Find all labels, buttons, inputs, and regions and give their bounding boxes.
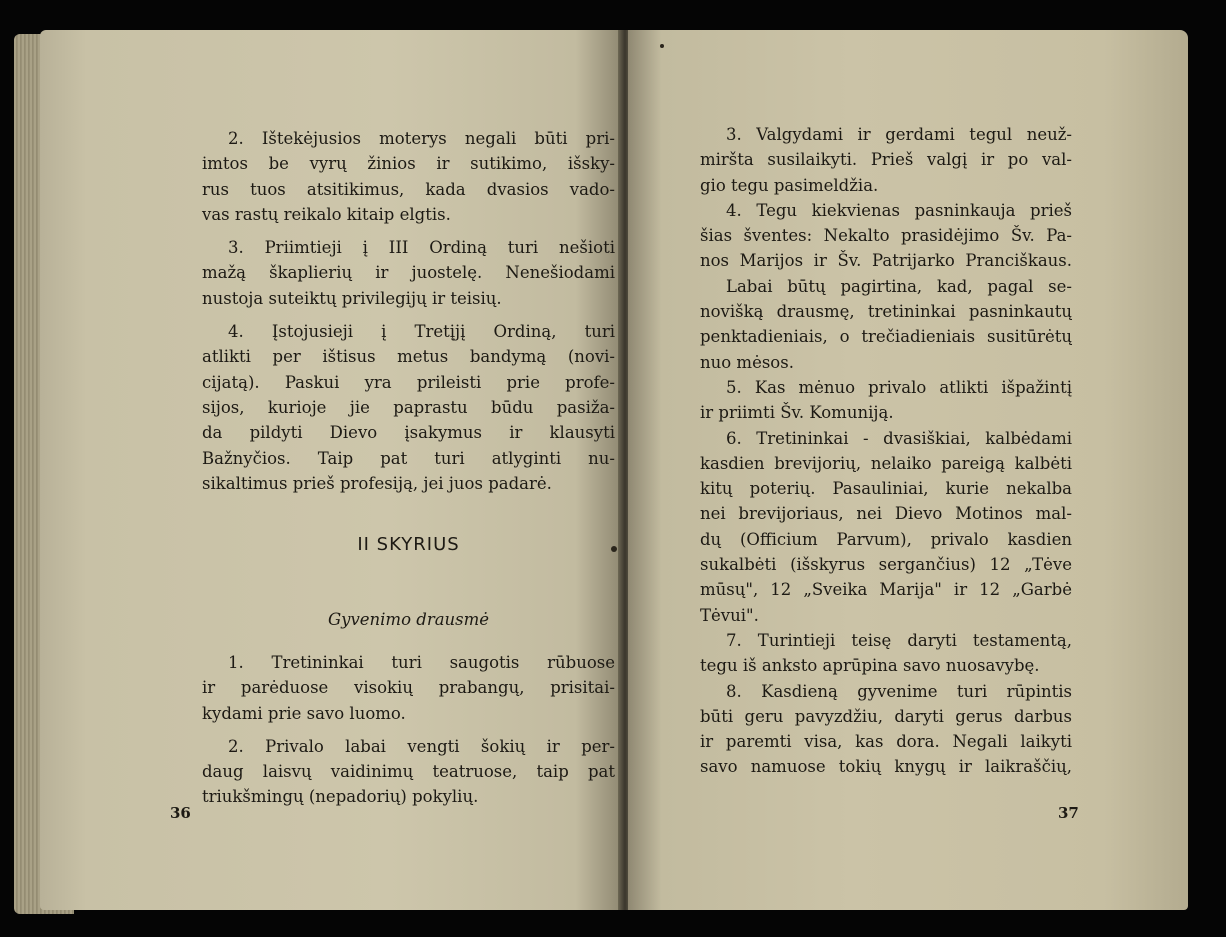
text-line: 5. Kas mėnuo privalo atlikti išpažintį xyxy=(726,377,1072,397)
text-line: 3. Priimtieji į III Ordiną turi nešioti xyxy=(228,238,615,258)
text-line: mūsų", 12 „Sveika Marija" ir 12 „Garbė xyxy=(700,580,1072,600)
text-line: 6. Tretininkai - dvasiškiai, kalbėdami xyxy=(726,428,1072,448)
text-line: triukšmingų (nepadorių) pokylių. xyxy=(202,787,479,807)
text-line: nustoja suteiktų privilegijų ir teisių. xyxy=(202,288,502,308)
text-line: kasdien brevijorių, nelaiko pareigą kalbėti xyxy=(700,453,1072,473)
paragraph xyxy=(202,734,615,810)
chapter-subtitle: Gyvenimo drausmė xyxy=(327,610,490,629)
text-line: atlikti per ištisus metus bandymą (novi- xyxy=(202,347,615,367)
text-line: vas rastų reikalo kitaip elgtis. xyxy=(202,204,451,224)
text-line: kydami prie savo luomo. xyxy=(202,703,406,723)
text-line: 2. Ištekėjusios moterys negali būti pri- xyxy=(228,129,615,148)
text-line: ir priimti Šv. Komuniją. xyxy=(700,403,894,423)
text-line: savo namuose tokių knygų ir laikraščių, xyxy=(700,757,1072,777)
text-line: Tėvui". xyxy=(700,605,759,625)
left-page xyxy=(40,30,622,910)
text-line: 7. Turintieji teisę daryti testamentą, xyxy=(726,630,1072,650)
text-line: rus tuos atsitikimus, kada dvasios vado- xyxy=(202,179,615,199)
text-line: nuo mėsos. xyxy=(700,352,794,372)
left-page-body-top xyxy=(202,126,615,496)
text-line: cijatą). Paskui yra prileisti prie profe- xyxy=(202,372,615,392)
text-line: nei brevijoriaus, nei Dievo Motinos mal- xyxy=(700,504,1072,524)
ink-spot xyxy=(611,546,617,552)
text-line: gio tegu pasimeldžia. xyxy=(700,175,879,195)
text-line: imtos be vyrų žinios ir sutikimo, išsky- xyxy=(202,154,615,174)
chapter-heading: II SKYRIUS xyxy=(357,534,460,555)
ink-spot xyxy=(660,44,664,48)
text-line: kitų poterių. Pasauliniai, kurie nekalba xyxy=(700,479,1072,499)
page-number-right: 37 xyxy=(1058,804,1079,822)
paragraph xyxy=(202,650,615,726)
text-line: sikaltimus prieš profesiją, jei juos padarė. xyxy=(202,473,552,493)
text-line: penktadieniais, o trečiadieniais susitūrėtų xyxy=(700,327,1072,347)
text-line: novišką drausmę, tretininkai pasninkautų xyxy=(700,302,1072,322)
text-line: 3. Valgydami ir gerdami tegul neuž- xyxy=(726,125,1072,144)
text-line: sijos, kurioje jie paprastu būdu pasiža- xyxy=(202,397,615,417)
text-line: ir paremti visa, kas dora. Negali laikyti xyxy=(700,732,1072,752)
right-page-body xyxy=(700,122,1072,780)
text-line: Bažnyčios. Taip pat turi atlyginti nu- xyxy=(202,448,615,468)
text-line: 1. Tretininkai turi saugotis rūbuose xyxy=(228,653,615,672)
text-line: būti geru pavyzdžiu, daryti gerus darbus xyxy=(700,706,1072,726)
text-line: dų (Officium Parvum), privalo kasdien xyxy=(700,529,1072,549)
text-line: tegu iš anksto aprūpina savo nuosavybę. xyxy=(700,656,1040,676)
paragraph xyxy=(202,126,615,227)
text-line: 4. Tegu kiekvienas pasninkauja prieš xyxy=(726,200,1072,220)
text-line: ir parėduose visokių prabangų, prisitai- xyxy=(202,678,615,698)
text-line: nos Marijos ir Šv. Patrijarko Pranciškaus. xyxy=(700,251,1072,271)
left-page-body-bottom xyxy=(202,650,615,810)
paragraph xyxy=(202,235,615,311)
page-number-left: 36 xyxy=(170,804,191,822)
text-line: 8. Kasdieną gyvenime turi rūpintis xyxy=(726,681,1072,701)
text-line: šias šventes: Nekalto prasidėjimo Šv. Pa- xyxy=(700,226,1072,246)
text-line: daug laisvų vaidinimų teatruose, taip pat xyxy=(202,762,615,782)
text-line: da pildyti Dievo įsakymus ir klausyti xyxy=(202,423,615,443)
text-line: mažą škaplierių ir juostelę. Nenešiodami xyxy=(202,263,615,283)
right-page xyxy=(628,30,1188,910)
text-line: Labai būtų pagirtina, kad, pagal se- xyxy=(726,276,1072,296)
text-line: 2. Privalo labai vengti šokių ir per- xyxy=(228,736,615,756)
text-line: miršta susilaikyti. Prieš valgį ir po val- xyxy=(700,150,1072,170)
text-line: sukalbėti (išskyrus sergančius) 12 „Tėve xyxy=(700,555,1072,575)
paragraph xyxy=(202,319,615,496)
text-line: 4. Įstojusieji į Tretįjį Ordiną, turi xyxy=(228,322,615,342)
